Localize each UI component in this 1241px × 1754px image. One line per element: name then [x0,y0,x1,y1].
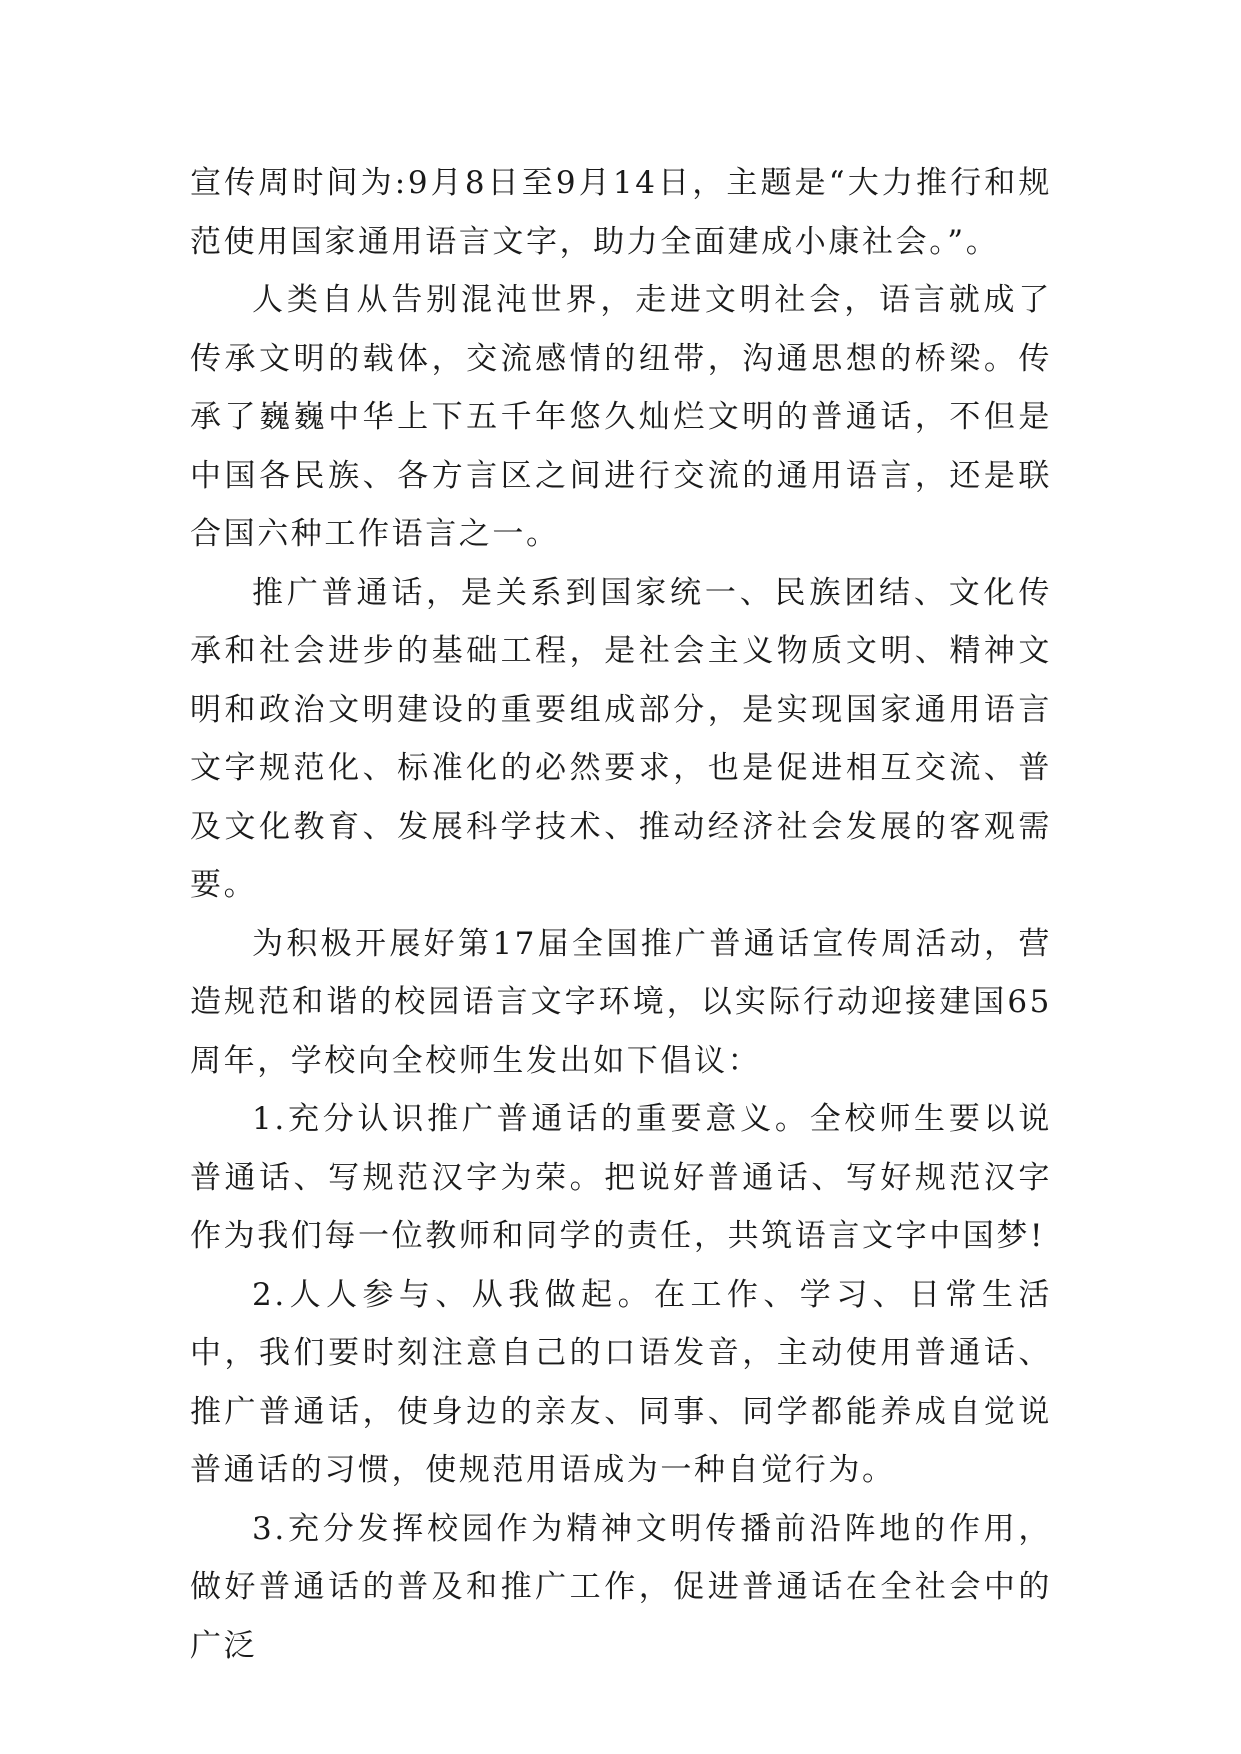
paragraph-initiative-intro: 为积极开展好第17届全国推广普通话宣传周活动，营造规范和谐的校园语言文字环境，以实际行动迎接建国65周年，学校向全校师生发出如下倡议： [190,925,1052,1079]
paragraph-item-1: 1.充分认识推广普通话的重要意义。全校师生要以说普通话、写规范汉字为荣。把说好普通话、写好规范汉字作为我们每一位教师和同学的责任，共筑语言文字中国梦! [190,1101,1052,1254]
paragraph-item-2: 2.人人参与、从我做起。在工作、学习、日常生活中，我们要时刻注意自己的口语发音，主动使用普通话、推广普通话，使身边的亲友、同事、同学都能养成自觉说普通话的习惯，使规范用语成为一种自觉行为。 [190,1276,1052,1488]
paragraph-language-history: 人类自从告别混沌世界，走进文明社会，语言就成了传承文明的载体，交流感情的纽带，沟通思想的桥梁。传承了巍巍中华上下五千年悠久灿烂文明的普通话，不但是中国各民族、各方言区之间进行交流的通用语言，还是联合国六种工作语言之一。 [190,282,1052,552]
document-body [190,154,1052,1675]
paragraph-item-3: 3.充分发挥校园作为精神文明传播前沿阵地的作用，做好普通话的普及和推广工作，促进普通话在全社会中的广泛 [190,1510,1052,1664]
paragraph-publicity-week: 宣传周时间为:9月8日至9月14日，主题是“大力推行和规范使用国家通用语言文字，助力全面建成小康社会。”。 [190,165,1052,260]
paragraph-promotion-significance: 推广普通话，是关系到国家统一、民族团结、文化传承和社会进步的基础工程，是社会主义物质文明、精神文明和政治文明建设的重要组成部分，是实现国家通用语言文字规范化、标准化的必然要求，也是促进相互交流、普及文化教育、发展科学技术、推动经济社会发展的客观需要。 [190,574,1052,903]
